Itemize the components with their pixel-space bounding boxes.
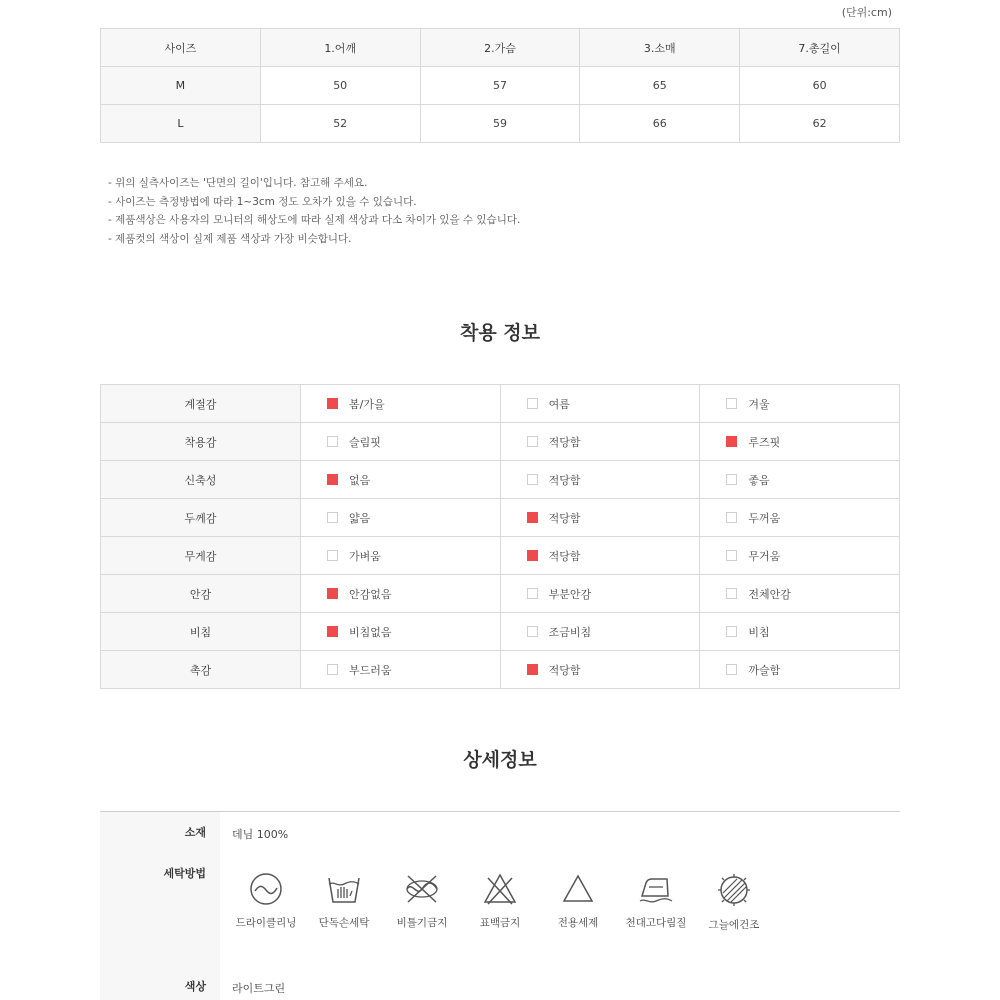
- wash-method-item: [226, 872, 306, 930]
- wear-option: [301, 613, 501, 651]
- material-label: 소재: [184, 826, 206, 839]
- wear-option-label: 조금비침: [548, 625, 592, 639]
- dry-clean-icon: [249, 872, 283, 906]
- wear-row-label: 신축성: [101, 461, 301, 499]
- unchecked-box-icon: [726, 626, 737, 637]
- checked-box-icon: [327, 626, 338, 637]
- checked-box-icon: [527, 512, 538, 523]
- no-wring-icon: [403, 872, 441, 906]
- wear-row-label: 안감: [101, 575, 301, 613]
- wash-method-label: 그늘에건조: [708, 919, 760, 931]
- wash-method-label: 천대고다림질: [625, 917, 687, 929]
- unchecked-box-icon: [327, 664, 338, 675]
- wear-option-label: 루즈핏: [748, 435, 781, 449]
- wear-option-label: 적당함: [548, 435, 581, 449]
- wear-option: [500, 499, 700, 537]
- size-cell: L: [101, 105, 261, 143]
- wear-option-label: 적당함: [548, 549, 581, 563]
- wear-option: [500, 575, 700, 613]
- wear-option-label: 여름: [548, 397, 570, 411]
- size-cell: M: [101, 67, 261, 105]
- wash-method-label: 단독손세탁: [318, 917, 370, 929]
- wear-option: [301, 461, 501, 499]
- table-row: [101, 575, 900, 613]
- wear-option-label: 비침: [748, 625, 770, 639]
- detail-info-table: [100, 811, 900, 1000]
- wear-option-label: 얇음: [349, 511, 371, 525]
- wear-row-label: 두께감: [101, 499, 301, 537]
- table-row: [101, 461, 900, 499]
- wash-methods: [224, 872, 784, 942]
- note-line: - 제품색상은 사용자의 모니터의 해상도에 따라 실제 색상과 다소 차이가 있을 수 있습니다.: [108, 214, 521, 227]
- wear-option-label: 전체안감: [748, 587, 791, 601]
- detail-info-title: 상세정보: [463, 749, 537, 771]
- checked-box-icon: [327, 398, 338, 409]
- wash-method-label: 전용세제: [557, 917, 599, 929]
- unit-label: (단위:cm): [841, 6, 892, 19]
- wash-method-item: [304, 872, 384, 930]
- neutral-detergent-icon: [561, 872, 595, 906]
- wear-info-table: [100, 384, 900, 689]
- material-value: 데님 100%: [232, 828, 289, 841]
- wear-info-title: 착용 정보: [459, 322, 541, 344]
- table-row: [101, 67, 900, 105]
- wear-option-label: 부드러움: [349, 663, 392, 677]
- unchecked-box-icon: [726, 550, 737, 561]
- wash-method-label: 드라이클리닝: [235, 917, 297, 929]
- table-row: [101, 423, 900, 461]
- value-cell: 50: [260, 67, 420, 105]
- wear-option: [700, 423, 900, 461]
- value-cell: 57: [420, 67, 580, 105]
- hand-wash-icon: [326, 872, 362, 906]
- wash-method-label: 표백금지: [479, 917, 521, 929]
- wear-option-label: 슬림핏: [349, 435, 381, 449]
- wear-option: [700, 385, 900, 423]
- unchecked-box-icon: [527, 398, 538, 409]
- wear-option-label: 적당함: [548, 473, 581, 487]
- color-value: 라이트그린: [232, 982, 286, 995]
- color-label: 색상: [184, 980, 206, 993]
- wear-option: [301, 575, 501, 613]
- unchecked-box-icon: [726, 398, 737, 409]
- unchecked-box-icon: [527, 626, 538, 637]
- wear-option-label: 적당함: [548, 663, 581, 677]
- value-cell: 65: [580, 67, 740, 105]
- wear-row-label: 무게감: [101, 537, 301, 575]
- size-table: [100, 28, 900, 143]
- wear-option-label: 안감없음: [349, 587, 392, 601]
- wear-option-label: 부분안감: [548, 587, 592, 601]
- wear-option: [301, 385, 501, 423]
- table-row: [101, 385, 900, 423]
- shoulder-header: 1.어깨: [260, 29, 420, 67]
- wear-option: [301, 651, 501, 689]
- wear-option: [301, 499, 501, 537]
- total-length-header: 7.총길이: [740, 29, 900, 67]
- wear-option: [700, 575, 900, 613]
- table-row: [101, 613, 900, 651]
- wear-option: [700, 461, 900, 499]
- size-notes: [108, 174, 520, 249]
- value-cell: 52: [260, 105, 420, 143]
- wear-option: [500, 385, 700, 423]
- value-cell: 62: [740, 105, 900, 143]
- wear-row-label: 착용감: [101, 423, 301, 461]
- wear-row-label: 비침: [101, 613, 301, 651]
- unchecked-box-icon: [327, 436, 338, 447]
- wear-option: [700, 651, 900, 689]
- wear-option: [301, 423, 501, 461]
- wear-option: [500, 461, 700, 499]
- unchecked-box-icon: [726, 664, 737, 675]
- size-header: 사이즈: [101, 29, 261, 67]
- wear-option-label: 좋음: [748, 473, 770, 487]
- iron-with-cloth-icon: [637, 872, 675, 906]
- unchecked-box-icon: [726, 474, 737, 485]
- wear-option-label: 없음: [349, 473, 371, 487]
- detail-label-column: [100, 812, 220, 1000]
- wear-option: [301, 537, 501, 575]
- no-bleach-icon: [483, 872, 517, 906]
- chest-header: 2.가슴: [420, 29, 580, 67]
- wash-method-label: 비틀기금지: [396, 917, 448, 929]
- note-line: - 위의 실측사이즈는 '단면의 길이'입니다. 참고해 주세요.: [108, 177, 368, 189]
- wear-option: [500, 423, 700, 461]
- checked-box-icon: [527, 550, 538, 561]
- wash-method-item: [460, 872, 540, 930]
- wear-row-label: 촉감: [101, 651, 301, 689]
- wear-option-label: 겨울: [748, 397, 770, 411]
- wear-option: [700, 499, 900, 537]
- wear-option-label: 봄/가을: [349, 397, 385, 411]
- note-line: - 제품컷의 색상이 실제 제품 색상과 가장 비슷합니다.: [108, 233, 352, 246]
- wear-option-label: 가벼움: [349, 549, 381, 563]
- unchecked-box-icon: [327, 550, 338, 561]
- wash-label: 세탁방법: [163, 867, 206, 880]
- wear-option: [700, 537, 900, 575]
- note-line: - 사이즈는 측정방법에 따라 1~3cm 정도 오차가 있을 수 있습니다.: [108, 195, 417, 208]
- wear-row-label: 계절감: [101, 385, 301, 423]
- wash-method-item: [538, 872, 618, 930]
- wash-method-item: [382, 872, 462, 930]
- unchecked-box-icon: [726, 512, 737, 523]
- checked-box-icon: [527, 664, 538, 675]
- wash-method-item: [616, 872, 696, 930]
- value-cell: 59: [420, 105, 580, 143]
- size-table-header-row: [101, 29, 900, 67]
- wear-option: [500, 537, 700, 575]
- wear-option-label: 적당함: [548, 511, 581, 525]
- wear-option: [500, 651, 700, 689]
- unchecked-box-icon: [726, 588, 737, 599]
- checked-box-icon: [726, 436, 737, 447]
- wash-method-item: [694, 872, 774, 932]
- wear-option-label: 까슬함: [748, 663, 781, 677]
- table-row: [101, 537, 900, 575]
- checked-box-icon: [327, 474, 338, 485]
- shade-dry-icon: [716, 872, 752, 908]
- wear-option: [500, 613, 700, 651]
- table-row: [101, 651, 900, 689]
- wear-option: [700, 613, 900, 651]
- unchecked-box-icon: [327, 512, 338, 523]
- table-row: [101, 499, 900, 537]
- value-cell: 60: [740, 67, 900, 105]
- checked-box-icon: [327, 588, 338, 599]
- value-cell: 66: [580, 105, 740, 143]
- wear-option-label: 비침없음: [349, 625, 392, 639]
- table-row: [101, 105, 900, 143]
- unchecked-box-icon: [527, 588, 538, 599]
- wear-option-label: 두꺼움: [748, 511, 781, 525]
- sleeve-header: 3.소매: [580, 29, 740, 67]
- unchecked-box-icon: [527, 474, 538, 485]
- wear-option-label: 무거움: [748, 549, 781, 563]
- unchecked-box-icon: [527, 436, 538, 447]
